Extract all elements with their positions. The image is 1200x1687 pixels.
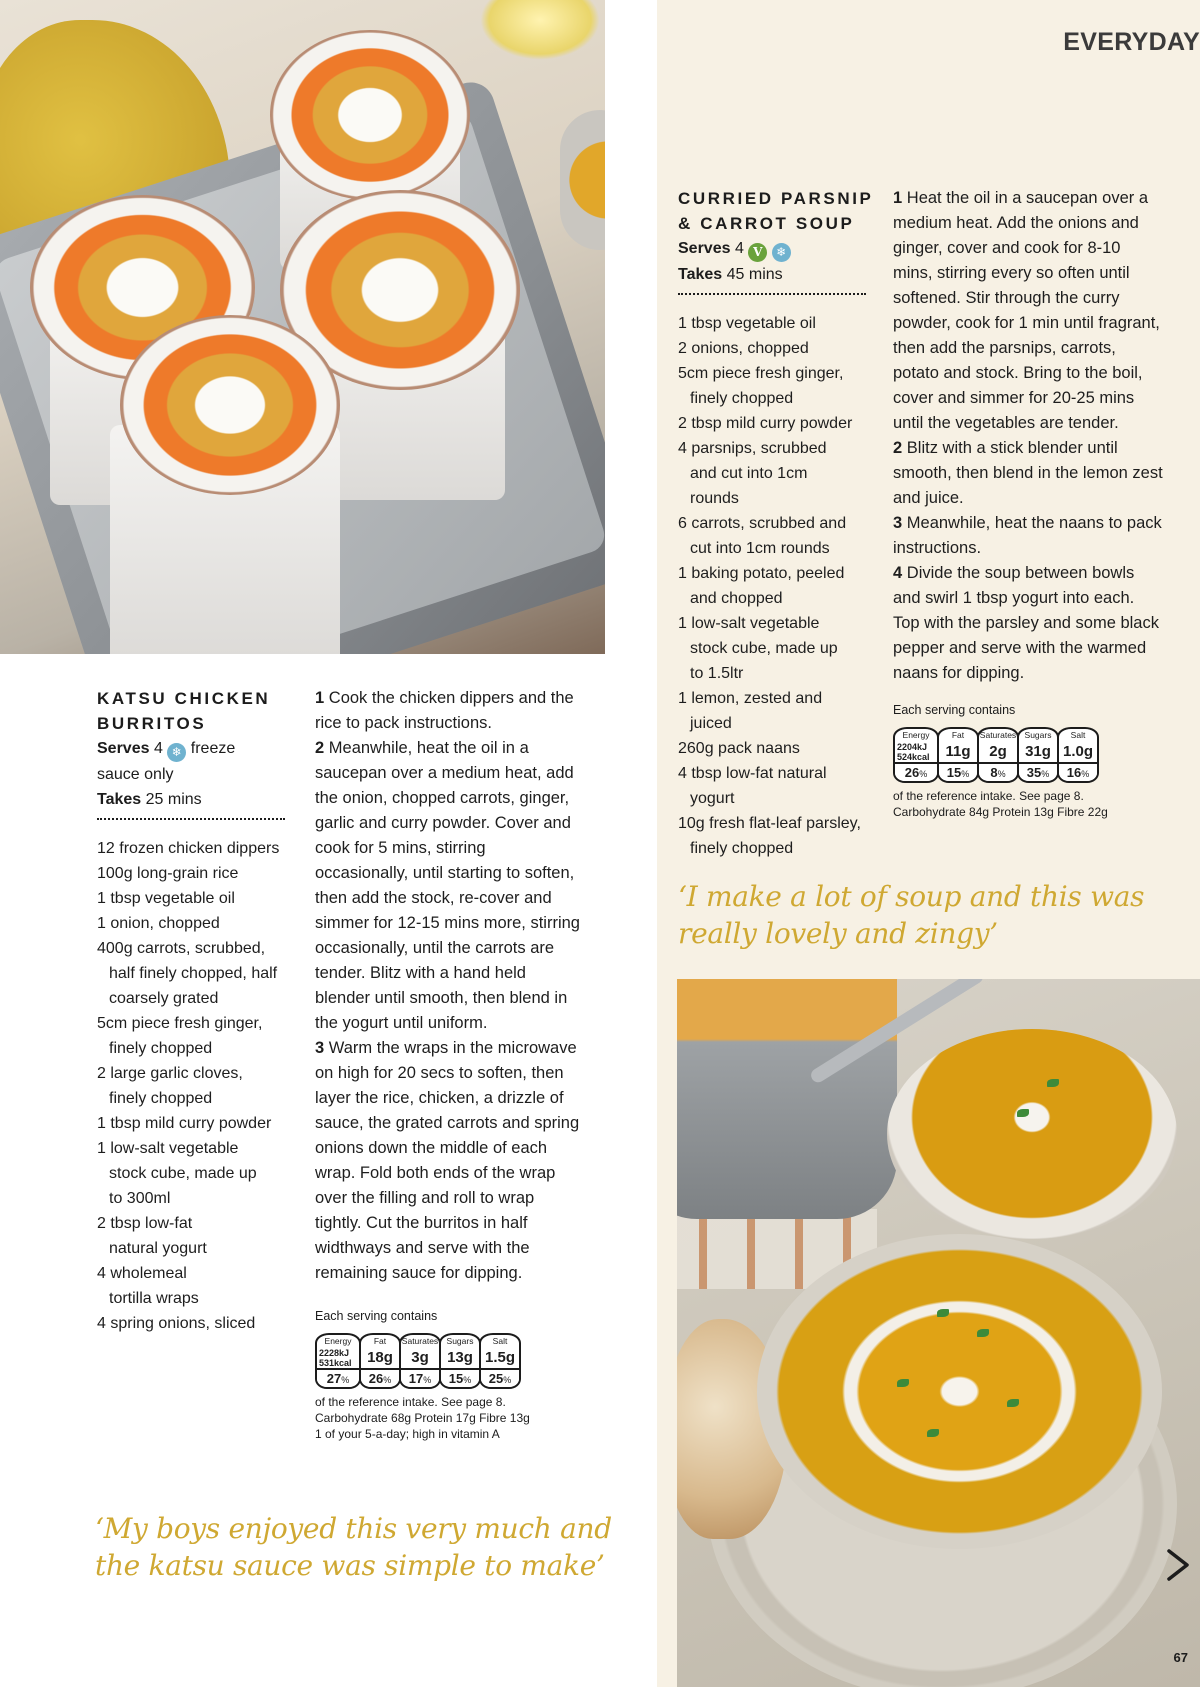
- ingredient-item: 10g fresh flat-leaf parsley, finely chopped: [678, 815, 861, 857]
- nutrition-energy: Energy 2228kJ 531kcal 27%: [315, 1333, 361, 1389]
- nutrition-note: of the reference intake. See page 8. Carbohydrate 84g Protein 13g Fibre 22g: [893, 789, 1108, 819]
- photo-soup-bowl: [757, 1234, 1162, 1549]
- katsu-title-line2: BURRITOS: [97, 714, 207, 733]
- ingredient-item: 2 tbsp mild curry powder: [678, 415, 853, 432]
- soup-ingredients-list: [678, 311, 873, 861]
- method-step: 2 Meanwhile, heat the oil in a saucepan over a medium heat, add the onion, chopped carrots, ginger, garlic and curry powder. Cover and cook for 5 mins, stirring occasionally, until starting to soften, then add the stock, re-cover and simmer for 12-15 mins more, stirring occasionally, until the carrots are tender. Blitz with a hand held blender until smooth, then blend in the yogurt until uniform.: [315, 739, 580, 1032]
- method-step: 2 Blitz with a stick blender until smooth, then blend in the lemon zest and juice.: [893, 439, 1163, 507]
- method-step: 4 Divide the soup between bowls and swirl 1 tbsp yogurt into each. Top with the parsley and some black pepper and serve with the warmed naans for dipping.: [893, 564, 1159, 682]
- soup-title-line1: CURRIED PARSNIP: [678, 189, 874, 208]
- method-step: 3 Warm the wraps in the microwave on high for 20 secs to soften, then layer the rice, chicken, a drizzle of sauce, the grated carrots and spring onions down the middle of each wrap. Fold both ends of the wrap over the filling and roll to wrap tightly. Cut the burritos in half widthways and serve with the remaining sauce for dipping.: [315, 1039, 580, 1282]
- ingredient-item: 6 carrots, scrubbed and cut into 1cm rounds: [678, 515, 847, 557]
- snowflake-freeze-icon: ❄: [772, 243, 791, 262]
- katsu-freeze-note: sauce only: [97, 766, 174, 783]
- katsu-serves: Serves 4 ❄ freeze: [97, 736, 307, 762]
- ingredient-item: 4 parsnips, scrubbed and cut into 1cm rounds: [678, 440, 827, 507]
- dotted-divider: [678, 293, 866, 295]
- ingredient-item: 260g pack naans: [678, 740, 800, 757]
- ingredient-item: 4 tbsp low-fat natural yogurt: [678, 765, 827, 807]
- katsu-nutrition: [315, 1304, 583, 1442]
- photo-lemon: [480, 0, 600, 60]
- photo-sauce-pot: [560, 110, 605, 250]
- nutrition-heading: Each serving contains: [893, 703, 1016, 717]
- ingredient-item: 1 tbsp mild curry powder: [97, 1115, 272, 1132]
- photo-burrito: [120, 315, 350, 645]
- nutrition-sugars: Sugars 31g 35%: [1017, 727, 1059, 783]
- nutrition-heading: Each serving contains: [315, 1309, 438, 1323]
- ingredient-item: 2 tbsp low-fat natural yogurt: [97, 1215, 207, 1257]
- next-page-button[interactable]: [1163, 1545, 1193, 1585]
- ingredient-item: 100g long-grain rice: [97, 865, 239, 882]
- ingredient-item: 2 large garlic cloves, finely chopped: [97, 1065, 243, 1107]
- ingredient-item: 12 frozen chicken dippers: [97, 840, 280, 857]
- nutrition-saturates: Saturates 3g 17%: [399, 1333, 441, 1389]
- ingredient-item: 2 onions, chopped: [678, 340, 809, 357]
- ingredient-item: 5cm piece fresh ginger, finely chopped: [97, 1015, 263, 1057]
- katsu-reader-quote: ‘My boys enjoyed this very much and the katsu sauce was simple to make’: [95, 1512, 612, 1582]
- soup-recipe-header: [678, 186, 878, 861]
- soup-title-line2: & CARROT SOUP: [678, 214, 855, 233]
- ingredient-item: 4 wholemeal tortilla wraps: [97, 1265, 199, 1307]
- burritos-photo: [0, 0, 605, 654]
- ingredient-item: 1 low-salt vegetable stock cube, made up to 1.5ltr: [678, 615, 838, 682]
- photo-pot: [677, 979, 897, 1219]
- ingredient-item: 1 low-salt vegetable stock cube, made up to 300ml: [97, 1140, 257, 1207]
- photo-soup-bowl: [887, 1029, 1177, 1239]
- ingredient-item: 5cm piece fresh ginger, finely chopped: [678, 365, 844, 407]
- nutrition-note: of the reference intake. See page 8. Carbohydrate 68g Protein 17g Fibre 13g 1 of your 5-a-day; high in vitamin A: [315, 1395, 530, 1441]
- soup-takes: Takes 45 mins: [678, 266, 783, 283]
- vegetarian-icon: V: [748, 243, 767, 262]
- ingredient-item: 1 baking potato, peeled and chopped: [678, 565, 845, 607]
- nutrition-salt: Salt 1.5g 25%: [479, 1333, 521, 1389]
- snowflake-freeze-icon: ❄: [167, 743, 186, 762]
- ingredient-item: 1 onion, chopped: [97, 915, 220, 932]
- nutrition-traffic-light: [315, 1333, 583, 1389]
- katsu-takes: Takes 25 mins: [97, 791, 202, 808]
- method-step: 3 Meanwhile, heat the naans to pack instructions.: [893, 514, 1162, 557]
- katsu-method: [315, 686, 583, 1442]
- soup-photo: [677, 979, 1200, 1687]
- katsu-title-line1: KATSU CHICKEN: [97, 689, 271, 708]
- chevron-right-icon: [1163, 1545, 1193, 1585]
- nutrition-salt: Salt 1.0g 16%: [1057, 727, 1099, 783]
- nutrition-saturates: Saturates 2g 8%: [977, 727, 1019, 783]
- nutrition-fat: Fat 18g 26%: [359, 1333, 401, 1389]
- soup-serves: Serves 4 V ❄: [678, 236, 878, 262]
- method-step: 1 Heat the oil in a saucepan over a medium heat. Add the onions and ginger, cover and cook for 8-10 mins, stirring every so often until softened. Stir through the curry powder, cook for 1 min until fragrant, then add the parsnips, carrots, potato and stock. Bring to the boil, cover and simmer for 20-25 mins until the vegetables are tender.: [893, 189, 1160, 432]
- ingredient-item: 4 spring onions, sliced: [97, 1315, 256, 1332]
- ingredient-item: 1 lemon, zested and juiced: [678, 690, 823, 732]
- section-tag: EVERYDAY: [1063, 28, 1200, 56]
- katsu-recipe-header: [97, 686, 307, 1336]
- method-step: 1 Cook the chicken dippers and the rice to pack instructions.: [315, 689, 574, 732]
- page-number: 67: [1173, 1650, 1188, 1665]
- soup-reader-quote: ‘I make a lot of soup and this was really lovely and zingy’: [678, 880, 1145, 950]
- nutrition-energy: Energy 2204kJ 524kcal 26%: [893, 727, 939, 783]
- ingredient-item: 1 tbsp vegetable oil: [97, 890, 235, 907]
- ingredient-item: 400g carrots, scrubbed, half finely chopped, half coarsely grated: [97, 940, 278, 1007]
- nutrition-traffic-light: [893, 727, 1163, 783]
- nutrition-sugars: Sugars 13g 15%: [439, 1333, 481, 1389]
- soup-method: [893, 186, 1163, 820]
- nutrition-fat: Fat 11g 15%: [937, 727, 979, 783]
- soup-nutrition: [893, 698, 1163, 820]
- katsu-ingredients-list: [97, 836, 297, 1336]
- ingredient-item: 1 tbsp vegetable oil: [678, 315, 816, 332]
- dotted-divider: [97, 818, 285, 820]
